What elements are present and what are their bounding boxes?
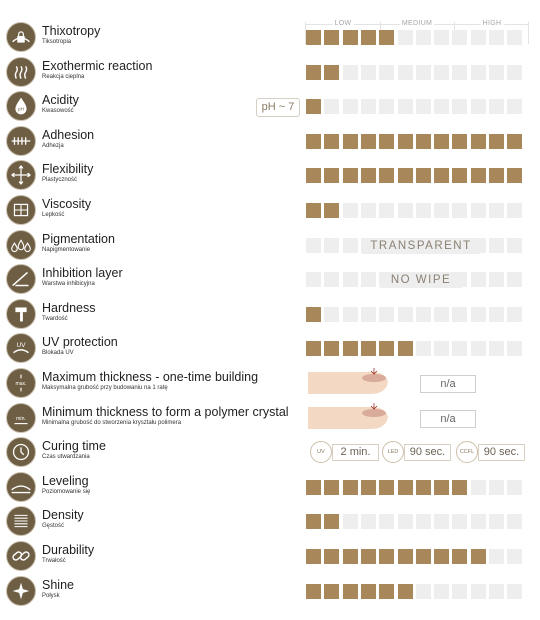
uv-shield-icon bbox=[6, 333, 36, 363]
rating-segment-filled bbox=[434, 480, 449, 495]
rating-segment-empty bbox=[416, 584, 431, 599]
rating-segment-filled bbox=[361, 30, 376, 45]
rating-segment-empty bbox=[343, 99, 358, 114]
adhesion-icon bbox=[6, 126, 36, 156]
rating-segment-filled bbox=[489, 134, 504, 149]
rating-segment-empty bbox=[416, 65, 431, 80]
rating-segment-empty bbox=[416, 99, 431, 114]
property-title: Density bbox=[42, 508, 84, 523]
rating-segment-filled bbox=[306, 514, 321, 529]
rating-segment-filled bbox=[398, 549, 413, 564]
rating-segment-empty bbox=[416, 341, 431, 356]
scale-low-label: LOW bbox=[334, 20, 352, 27]
thickness-value: n/a bbox=[420, 410, 476, 428]
rating-segment-empty bbox=[416, 203, 431, 218]
rating-segment-empty bbox=[452, 203, 467, 218]
rating-segment-empty bbox=[361, 99, 376, 114]
rating-segment-empty bbox=[306, 238, 321, 253]
rating-segment-empty bbox=[507, 65, 522, 80]
rating-segment-empty bbox=[471, 30, 486, 45]
property-subtitle: Czas utwardzania bbox=[42, 454, 90, 461]
property-subtitle: Kwasowość bbox=[42, 108, 74, 115]
density-icon bbox=[6, 506, 36, 536]
max-thickness-icon bbox=[6, 368, 36, 398]
heat-waves-icon bbox=[6, 57, 36, 87]
rating-segment-filled bbox=[306, 584, 321, 599]
rating-segment-filled bbox=[343, 584, 358, 599]
rating-segment-empty bbox=[507, 341, 522, 356]
rating-segment-empty bbox=[471, 584, 486, 599]
rating-segment-empty bbox=[507, 203, 522, 218]
row-flexibility bbox=[0, 158, 540, 192]
rating-segment-empty bbox=[379, 514, 394, 529]
rating-segment-empty bbox=[361, 307, 376, 322]
property-title: Leveling bbox=[42, 473, 89, 488]
rating-segment-empty bbox=[306, 272, 321, 287]
row-shine bbox=[0, 574, 540, 608]
rating-segment-filled bbox=[343, 341, 358, 356]
rating-segment-empty bbox=[489, 549, 504, 564]
finger-illustration bbox=[308, 366, 406, 400]
rating-segment-empty bbox=[489, 203, 504, 218]
rating-segment-empty bbox=[343, 65, 358, 80]
hammer-icon bbox=[6, 299, 36, 329]
rating-segment-filled bbox=[507, 168, 522, 183]
rating-segment-empty bbox=[507, 549, 522, 564]
rating-segment-filled bbox=[507, 134, 522, 149]
rating-segment-filled bbox=[361, 341, 376, 356]
curing-time-value: 90 sec. bbox=[404, 444, 451, 461]
rating-segment-filled bbox=[306, 99, 321, 114]
rating-segment-empty bbox=[434, 203, 449, 218]
property-subtitle: Poziomowanie się bbox=[42, 488, 91, 495]
rating-segment-empty bbox=[471, 272, 486, 287]
rating-segment-empty bbox=[452, 65, 467, 80]
svg-text:UV: UV bbox=[16, 342, 26, 350]
rating-word: TRANSPARENT bbox=[362, 238, 480, 254]
rating-segment-empty bbox=[343, 307, 358, 322]
rating-segment-empty bbox=[324, 272, 339, 287]
rating-segment-filled bbox=[361, 134, 376, 149]
rating-segment-empty bbox=[324, 307, 339, 322]
rating-segment-filled bbox=[324, 514, 339, 529]
rating-segment-filled bbox=[343, 134, 358, 149]
rating-segment-empty bbox=[434, 341, 449, 356]
rating-segment-filled bbox=[379, 134, 394, 149]
rating-segment-filled bbox=[343, 30, 358, 45]
svg-text:min.: min. bbox=[16, 415, 26, 422]
rating-segment-empty bbox=[324, 99, 339, 114]
rating-segment-filled bbox=[379, 30, 394, 45]
rating-segment-filled bbox=[452, 168, 467, 183]
lamp-badge: CCFL bbox=[456, 441, 478, 463]
rating-segment-filled bbox=[306, 307, 321, 322]
rating-segment-filled bbox=[324, 65, 339, 80]
property-subtitle: Połysk bbox=[42, 592, 60, 599]
property-title: Exothermic reaction bbox=[42, 58, 153, 73]
rating-segment-filled bbox=[324, 584, 339, 599]
rating-segment-filled bbox=[398, 168, 413, 183]
rating-segment-filled bbox=[324, 341, 339, 356]
wipe-icon bbox=[6, 264, 36, 294]
row-adhesion bbox=[0, 124, 540, 158]
rating-segment-filled bbox=[306, 341, 321, 356]
rating-segment-filled bbox=[324, 549, 339, 564]
rating-segment-empty bbox=[324, 238, 339, 253]
rating-segment-filled bbox=[416, 549, 431, 564]
rating-segment-empty bbox=[452, 514, 467, 529]
lamp-badge: LED bbox=[382, 441, 404, 463]
row-durability bbox=[0, 539, 540, 573]
rating-segment-empty bbox=[507, 480, 522, 495]
rating-segment-filled bbox=[324, 30, 339, 45]
rating-segment-filled bbox=[361, 584, 376, 599]
row-exothermic bbox=[0, 55, 540, 89]
rating-segment-empty bbox=[398, 203, 413, 218]
rating-segment-filled bbox=[343, 549, 358, 564]
rating-segment-filled bbox=[324, 134, 339, 149]
rating-segment-empty bbox=[452, 30, 467, 45]
rating-segment-filled bbox=[324, 480, 339, 495]
curing-time-value: 90 sec. bbox=[478, 444, 525, 461]
rating-segment-empty bbox=[507, 307, 522, 322]
rating-segment-empty bbox=[489, 272, 504, 287]
rating-segment-empty bbox=[434, 307, 449, 322]
rating-segment-filled bbox=[343, 480, 358, 495]
svg-text:max.: max. bbox=[15, 380, 27, 387]
row-viscosity bbox=[0, 193, 540, 227]
row-acidity bbox=[0, 89, 540, 123]
lamp-badge: UV bbox=[310, 441, 332, 463]
rating-segment-filled bbox=[452, 480, 467, 495]
rating-segment-filled bbox=[471, 168, 486, 183]
rating-segment-filled bbox=[379, 480, 394, 495]
rating-segment-empty bbox=[471, 65, 486, 80]
rating-segment-empty bbox=[398, 99, 413, 114]
chain-link-icon bbox=[6, 541, 36, 571]
rating-segment-empty bbox=[507, 238, 522, 253]
rating-segment-empty bbox=[507, 514, 522, 529]
property-title: Hardness bbox=[42, 300, 96, 315]
rating-segment-filled bbox=[489, 168, 504, 183]
property-subtitle: Blokada UV bbox=[42, 350, 74, 357]
property-subtitle: Twardość bbox=[42, 315, 68, 322]
property-subtitle: Adhezja bbox=[42, 142, 64, 149]
svg-text:pH: pH bbox=[18, 106, 24, 112]
thickness-value: n/a bbox=[420, 375, 476, 393]
row-maxthick bbox=[0, 366, 540, 400]
rating-segment-filled bbox=[452, 134, 467, 149]
rating-segment-filled bbox=[434, 134, 449, 149]
rating-segment-empty bbox=[343, 272, 358, 287]
property-title: Minimum thickness to form a polymer crystal bbox=[42, 404, 289, 419]
rating-segment-empty bbox=[398, 30, 413, 45]
property-subtitle: Reakcja cieplna bbox=[42, 73, 85, 80]
property-subtitle: Lepkość bbox=[42, 212, 65, 218]
property-subtitle: Trwałość bbox=[42, 558, 66, 564]
rating-segment-filled bbox=[452, 549, 467, 564]
rating-segment-empty bbox=[471, 99, 486, 114]
rating-segment-filled bbox=[398, 341, 413, 356]
rating-segment-empty bbox=[398, 307, 413, 322]
flex-arrows-icon bbox=[6, 160, 36, 190]
rating-segment-empty bbox=[416, 307, 431, 322]
curing-time-value: 2 min. bbox=[332, 444, 379, 461]
rating-segment-filled bbox=[306, 480, 321, 495]
ph-drop-icon bbox=[6, 91, 36, 121]
row-curing bbox=[0, 435, 540, 469]
rating-segment-filled bbox=[416, 480, 431, 495]
rating-segment-filled bbox=[434, 168, 449, 183]
rating-segment-empty bbox=[489, 480, 504, 495]
property-subtitle: Warstwa inhibicyjna bbox=[42, 281, 95, 288]
finger-illustration bbox=[308, 401, 406, 435]
scale-medium-label: MEDIUM bbox=[401, 20, 433, 27]
rating-segment-empty bbox=[489, 238, 504, 253]
property-title: Viscosity bbox=[42, 197, 92, 211]
rating-segment-empty bbox=[416, 514, 431, 529]
rating-segment-filled bbox=[398, 134, 413, 149]
property-title: Thixotropy bbox=[42, 24, 101, 38]
rating-segment-filled bbox=[306, 65, 321, 80]
property-subtitle: Minimalna grubość do stworzenia kryształu polimera bbox=[42, 419, 182, 426]
rating-segment-filled bbox=[379, 584, 394, 599]
property-title: UV protection bbox=[42, 335, 118, 350]
row-inhibition bbox=[0, 262, 540, 296]
rating-segment-empty bbox=[361, 65, 376, 80]
rating-segment-empty bbox=[361, 514, 376, 529]
property-title: Maximum thickness - one-time building bbox=[42, 370, 259, 384]
rating-segment-empty bbox=[489, 514, 504, 529]
rating-segment-filled bbox=[379, 168, 394, 183]
rating-segment-empty bbox=[398, 514, 413, 529]
rating-segment-empty bbox=[471, 341, 486, 356]
pigment-drops-icon bbox=[6, 230, 36, 260]
rating-segment-empty bbox=[471, 307, 486, 322]
scale-high-label: HIGH bbox=[482, 20, 502, 27]
rating-segment-filled bbox=[361, 168, 376, 183]
property-title: Curing time bbox=[42, 439, 106, 454]
leveling-icon bbox=[6, 472, 36, 502]
rating-segment-empty bbox=[434, 65, 449, 80]
rating-segment-empty bbox=[452, 584, 467, 599]
min-thickness-icon bbox=[6, 403, 36, 433]
rating-segment-filled bbox=[324, 203, 339, 218]
row-density bbox=[0, 504, 540, 538]
rating-segment-filled bbox=[416, 168, 431, 183]
property-title: Inhibition layer bbox=[42, 266, 123, 281]
property-subtitle: Tiksotropia bbox=[42, 39, 72, 45]
rating-segment-empty bbox=[379, 203, 394, 218]
rating-word: NO WIPE bbox=[380, 272, 462, 288]
rating-segment-empty bbox=[361, 272, 376, 287]
rating-segment-empty bbox=[434, 99, 449, 114]
rating-segment-filled bbox=[361, 480, 376, 495]
row-hardness bbox=[0, 297, 540, 331]
rating-segment-filled bbox=[306, 549, 321, 564]
property-subtitle: Napigmentowanie bbox=[42, 246, 91, 253]
property-title: Durability bbox=[42, 543, 95, 557]
rating-segment-filled bbox=[379, 549, 394, 564]
rating-segment-empty bbox=[489, 307, 504, 322]
rating-segment-filled bbox=[471, 134, 486, 149]
rating-segment-empty bbox=[489, 99, 504, 114]
rating-segment-filled bbox=[306, 168, 321, 183]
rating-segment-empty bbox=[507, 99, 522, 114]
rating-segment-empty bbox=[434, 584, 449, 599]
property-title: Acidity bbox=[42, 93, 79, 108]
rating-segment-empty bbox=[452, 341, 467, 356]
rating-segment-filled bbox=[398, 480, 413, 495]
rating-segment-empty bbox=[489, 30, 504, 45]
viscosity-icon bbox=[6, 195, 36, 225]
rating-segment-filled bbox=[306, 203, 321, 218]
rating-segment-filled bbox=[324, 168, 339, 183]
rating-segment-filled bbox=[416, 134, 431, 149]
rating-segment-empty bbox=[343, 238, 358, 253]
rating-segment-empty bbox=[507, 272, 522, 287]
rating-segment-empty bbox=[471, 514, 486, 529]
rating-segment-empty bbox=[489, 341, 504, 356]
row-leveling bbox=[0, 470, 540, 504]
rating-segment-filled bbox=[434, 549, 449, 564]
rating-segment-empty bbox=[379, 65, 394, 80]
rating-segment-empty bbox=[434, 514, 449, 529]
rating-segment-empty bbox=[343, 514, 358, 529]
rating-segment-filled bbox=[471, 549, 486, 564]
row-pigmentation bbox=[0, 228, 540, 262]
row-minthick bbox=[0, 401, 540, 435]
rating-segment-empty bbox=[398, 65, 413, 80]
property-title: Adhesion bbox=[42, 127, 95, 142]
property-subtitle: Gęstość bbox=[42, 523, 65, 530]
rating-segment-empty bbox=[507, 30, 522, 45]
rating-segment-filled bbox=[398, 584, 413, 599]
lock-flow-icon bbox=[6, 22, 36, 52]
ph-badge: pH ~ 7 bbox=[256, 98, 300, 117]
row-thixotropy bbox=[0, 20, 540, 54]
row-uv bbox=[0, 331, 540, 365]
rating-segment-empty bbox=[489, 65, 504, 80]
rating-segment-empty bbox=[452, 307, 467, 322]
rating-segment-filled bbox=[306, 30, 321, 45]
clock-icon bbox=[6, 437, 36, 467]
rating-segment-empty bbox=[416, 30, 431, 45]
rating-segment-empty bbox=[489, 584, 504, 599]
rating-segment-empty bbox=[361, 203, 376, 218]
property-title: Pigmentation bbox=[42, 231, 115, 246]
rating-segment-empty bbox=[379, 99, 394, 114]
rating-segment-filled bbox=[361, 549, 376, 564]
rating-segment-empty bbox=[379, 307, 394, 322]
rating-segment-empty bbox=[343, 203, 358, 218]
rating-segment-empty bbox=[471, 480, 486, 495]
rating-segment-empty bbox=[452, 99, 467, 114]
sparkle-icon bbox=[6, 576, 36, 606]
rating-segment-empty bbox=[507, 584, 522, 599]
rating-segment-empty bbox=[434, 30, 449, 45]
rating-segment-filled bbox=[379, 341, 394, 356]
property-subtitle: Plastyczność bbox=[42, 177, 78, 184]
property-title: Flexibility bbox=[42, 162, 94, 177]
property-title: Shine bbox=[42, 577, 74, 592]
property-subtitle: Maksymalna grubość przy budowaniu na 1 ratę bbox=[42, 385, 168, 391]
rating-segment-empty bbox=[471, 203, 486, 218]
rating-segment-filled bbox=[306, 134, 321, 149]
rating-segment-filled bbox=[343, 168, 358, 183]
